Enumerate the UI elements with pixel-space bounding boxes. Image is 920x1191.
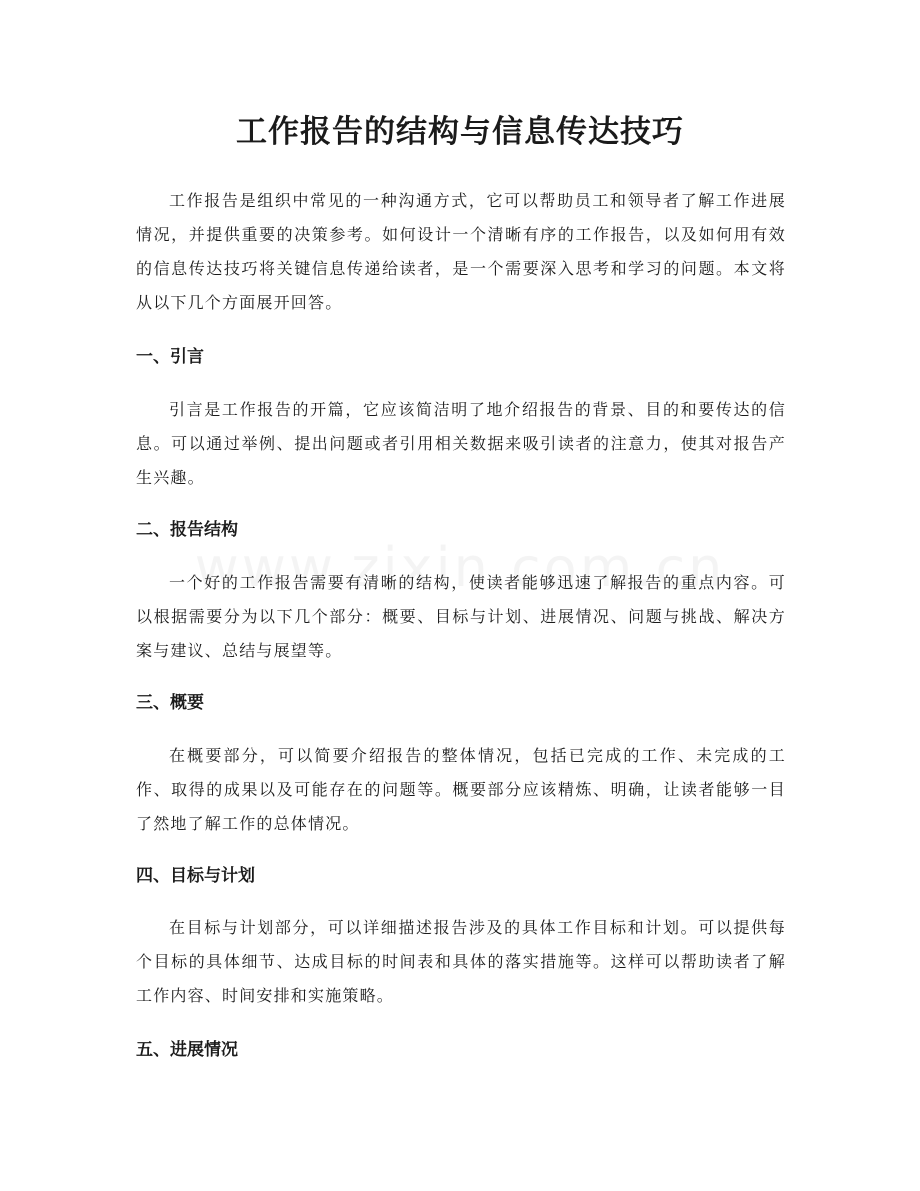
section-body-introduction: 引言是工作报告的开篇，它应该简洁明了地介绍报告的背景、目的和要传达的信息。可以通过举例、提出问题或者引用相关数据来吸引读者的注意力，使其对报告产生兴趣。: [136, 400, 786, 487]
intro-paragraph: 工作报告是组织中常见的一种沟通方式，它可以帮助员工和领导者了解工作进展情况，并提供重要的决策参考。如何设计一个清晰有序的工作报告，以及如何用有效的信息传达技巧将关键信息传递给读者，是一个需要深入思考和学习的问题。本文将从以下几个方面展开回答。: [136, 191, 786, 312]
section-heading-progress: 五、进展情况: [136, 1040, 238, 1060]
section-body-goals-plans: 在目标与计划部分，可以详细描述报告涉及的具体工作目标和计划。可以提供每个目标的具体细节、达成目标的时间表和具体的落实措施等。这样可以帮助读者了解工作内容、时间安排和实施策略。: [136, 918, 786, 1005]
section-body-summary: 在概要部分，可以简要介绍报告的整体情况，包括已完成的工作、未完成的工作、取得的成果以及可能存在的问题等。概要部分应该精炼、明确，让读者能够一目了然地了解工作的总体情况。: [136, 746, 786, 833]
section-heading-goals-plans: 四、目标与计划: [136, 866, 255, 886]
section-heading-summary: 三、概要: [136, 693, 204, 713]
section-heading-introduction: 一、引言: [136, 347, 204, 367]
section-heading-report-structure: 二、报告结构: [136, 520, 238, 540]
section-body-report-structure: 一个好的工作报告需要有清晰的结构，使读者能够迅速了解报告的重点内容。可以根据需要分为以下几个部分：概要、目标与计划、进展情况、问题与挑战、解决方案与建议、总结与展望等。: [136, 573, 786, 660]
document-title: 工作报告的结构与信息传达技巧: [236, 114, 684, 150]
